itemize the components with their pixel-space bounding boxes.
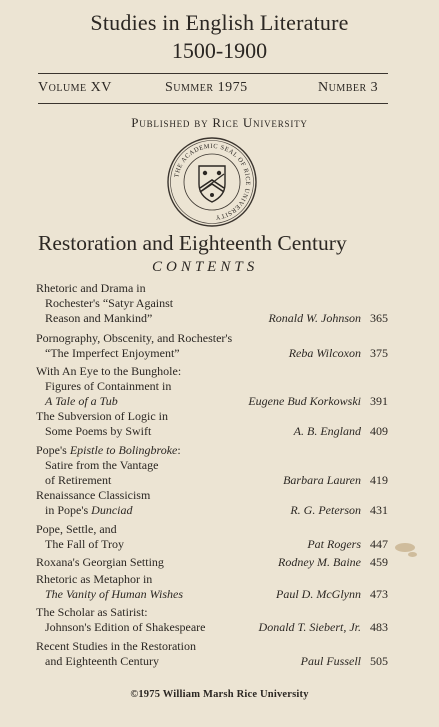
publisher-line: Published by Rice University: [131, 115, 308, 130]
toc-entry-title-line: The Vanity of Human Wishes: [45, 587, 183, 601]
toc-entry-page: 473: [370, 587, 388, 601]
toc-entry-title-line: Pornography, Obscenity, and Rochester's: [36, 331, 233, 345]
bottom-rule: [38, 103, 388, 104]
toc-entry: [36, 639, 388, 669]
toc-entry: [36, 555, 388, 570]
toc-entry-page: 419: [370, 473, 388, 487]
toc-entry-title-line: Satire from the Vantage: [45, 458, 159, 472]
volume-label: Volume XV: [38, 80, 112, 95]
toc-entry-author: A. B. England: [293, 424, 361, 438]
toc-entry-page: 391: [370, 394, 388, 408]
toc-entry-title-line: Figures of Containment in: [45, 379, 172, 393]
toc-entry-author: Eugene Bud Korkowski: [248, 394, 361, 408]
toc-entry: [36, 488, 388, 518]
toc-entry-title-line: Rochester's “Satyr Against: [45, 296, 174, 310]
toc-entry: [36, 409, 388, 439]
toc-entry-title-line: Some Poems by Swift: [45, 424, 152, 438]
contents-heading: CONTENTS: [152, 259, 259, 275]
toc-entry-title-line: Rhetoric and Drama in: [36, 281, 146, 295]
toc-entry: [36, 572, 388, 602]
toc-entry-author: Ronald W. Johnson: [268, 311, 361, 325]
toc-entry: [36, 281, 388, 326]
section-title: Restoration and Eighteenth Century: [38, 231, 347, 255]
toc-entry-page: 505: [370, 654, 388, 668]
toc-entry-title-line: Reason and Mankind”: [45, 311, 153, 325]
toc-entry: [36, 443, 388, 488]
copyright-line: ©1975 William Marsh Rice University: [130, 689, 309, 700]
toc-entry-title-line: Renaissance Classicism: [36, 488, 151, 502]
toc-entry-page: 431: [370, 503, 388, 517]
toc-entry: [36, 522, 388, 552]
toc-entry-title-line: and Eighteenth Century: [45, 654, 159, 668]
toc-entry-title-line: Rhetoric as Metaphor in: [36, 572, 153, 586]
university-seal-icon: [166, 136, 258, 228]
toc-entry-title-line: Roxana's Georgian Setting: [36, 555, 164, 569]
toc-entry-title-line: Recent Studies in the Restoration: [36, 639, 196, 653]
toc-entry-title-line: Johnson's Edition of Shakespeare: [45, 620, 206, 634]
toc-entry-title-line: With An Eye to the Bunghole:: [36, 364, 182, 378]
number-label: Number 3: [318, 80, 379, 95]
toc-entry: [36, 605, 388, 635]
toc-entry-page: 447: [370, 537, 388, 551]
paper-stain: [408, 552, 417, 557]
top-rule: [38, 73, 388, 74]
toc-entry-page: 409: [370, 424, 388, 438]
toc-entry: [36, 331, 388, 361]
toc-entry-author: Paul Fussell: [300, 654, 361, 668]
toc-entry-title-line: Pope's Epistle to Bolingbroke:: [36, 443, 181, 457]
toc-entry-page: 375: [370, 346, 388, 360]
toc-entry-title-line: in Pope's Dunciad: [45, 503, 133, 517]
toc-entry-page: 365: [370, 311, 388, 325]
seal-ring-text: THE ACADEMIC SEAL OF RICE UNIVERSITY: [173, 142, 252, 221]
toc-entry-author: Rodney M. Baine: [278, 555, 361, 569]
toc-entry-title-line: of Retirement: [45, 473, 112, 487]
toc-entry-title-line: The Scholar as Satirist:: [36, 605, 148, 619]
toc-entry-page: 483: [370, 620, 388, 634]
toc-entry-author: Paul D. McGlynn: [276, 587, 361, 601]
toc-entry-author: Donald T. Siebert, Jr.: [258, 620, 361, 634]
toc-entry-author: R. G. Peterson: [290, 503, 361, 517]
toc-entry-author: Reba Wilcoxon: [288, 346, 361, 360]
toc-entry: [36, 364, 388, 409]
toc-entry-author: Pat Rogers: [307, 537, 361, 551]
toc-entry-title-line: “The Imperfect Enjoyment”: [45, 346, 180, 360]
toc-entry-title-line: Pope, Settle, and: [36, 522, 117, 536]
toc-entry-title-line: A Tale of a Tub: [45, 394, 118, 408]
journal-years: 1500-1900: [171, 38, 268, 63]
journal-title: Studies in English Literature: [90, 10, 349, 35]
season-label: Summer 1975: [165, 80, 248, 95]
toc-entry-author: Barbara Lauren: [283, 473, 361, 487]
toc-entry-page: 459: [370, 555, 388, 569]
svg-text:THE ACADEMIC SEAL OF RICE UNIV: [173, 143, 251, 221]
paper-stain: [395, 543, 415, 552]
toc-entry-title-line: The Fall of Troy: [45, 537, 125, 551]
toc-entry-title-line: The Subversion of Logic in: [36, 409, 168, 423]
